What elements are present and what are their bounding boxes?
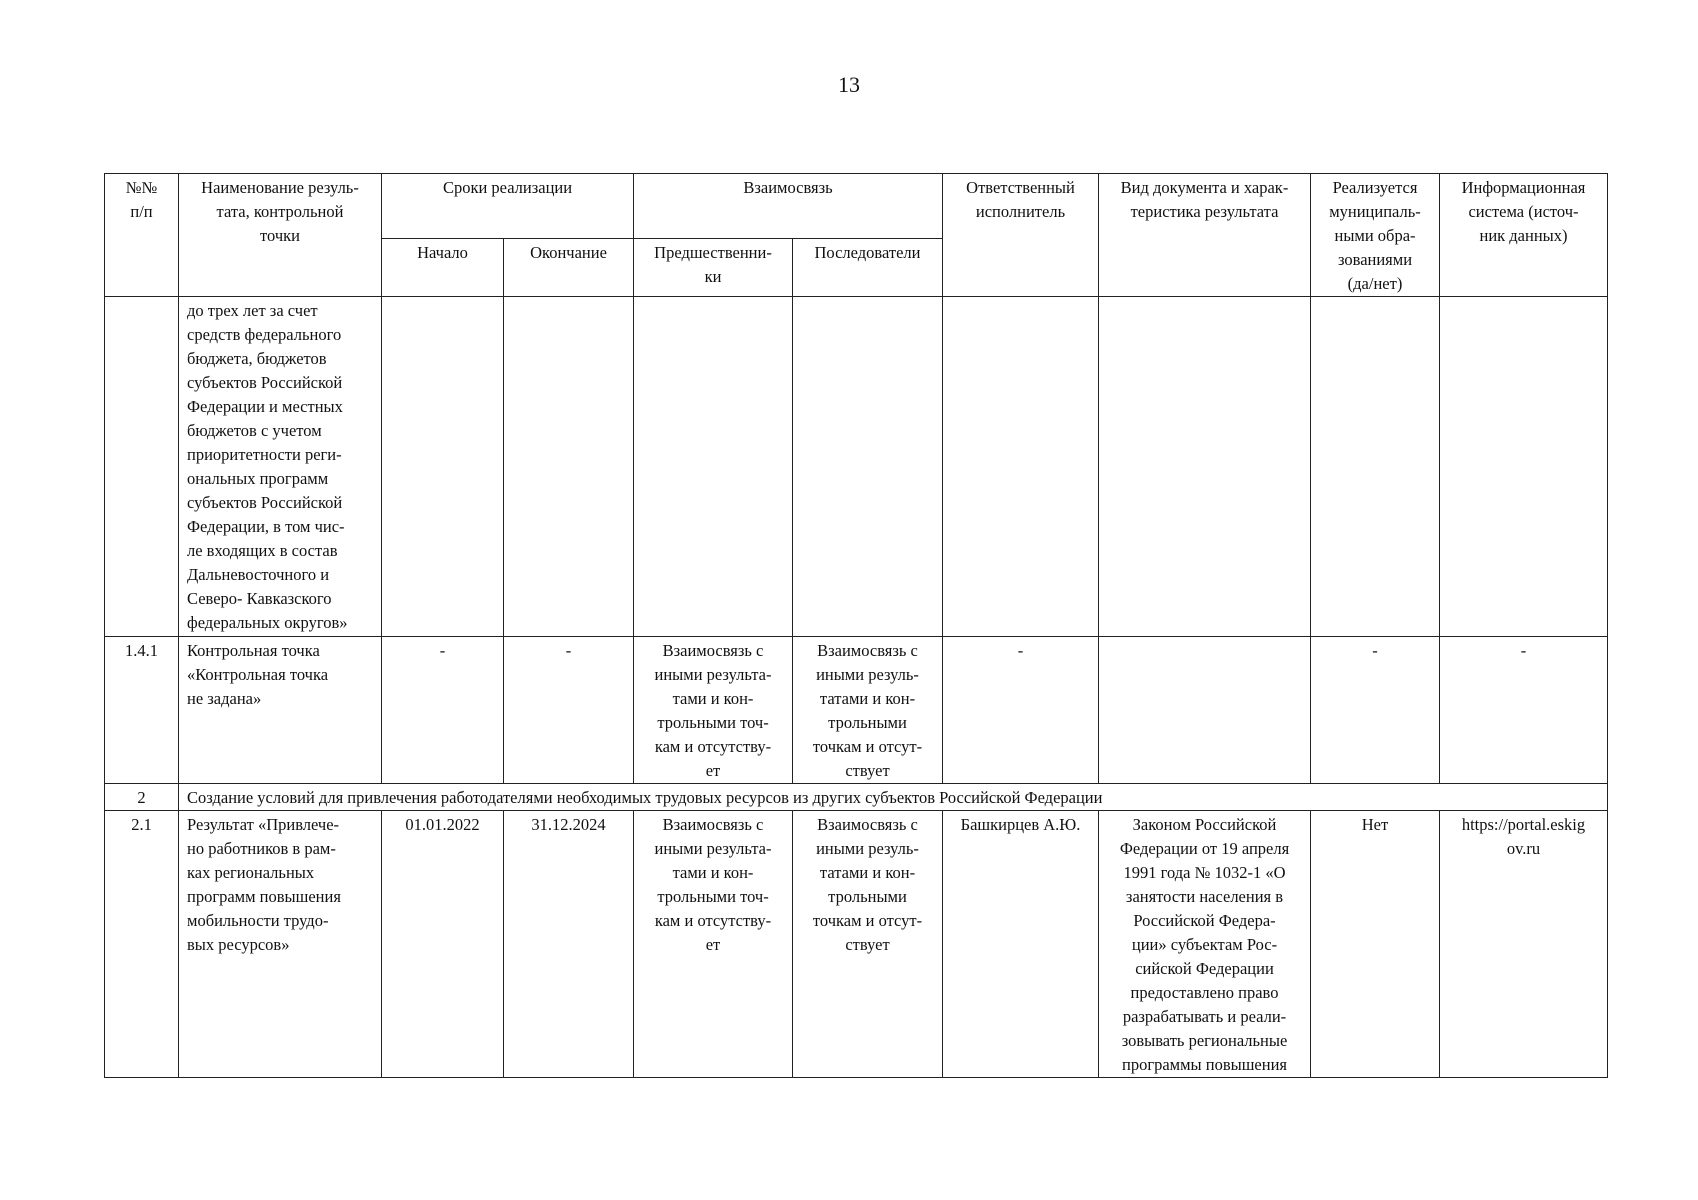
cell-municipal: Нет — [1311, 811, 1440, 1078]
cell-start: 01.01.2022 — [382, 811, 504, 1078]
cell-successors — [793, 297, 943, 637]
cell-executor: Башкирцев А.Ю. — [943, 811, 1099, 1078]
cell-info-system: https://portal.eskig ov.ru — [1440, 811, 1608, 1078]
cell-end: 31.12.2024 — [504, 811, 634, 1078]
header-num: №№ п/п — [105, 174, 179, 297]
cell-predecessors: Взаимосвязь с иными результа- тами и кон- трольными точ- кам и отсутству- ет — [634, 637, 793, 784]
header-relation: Взаимосвязь — [634, 174, 943, 239]
cell-executor: - — [943, 637, 1099, 784]
header-info-system: Информационная система (источ- ник данных) — [1440, 174, 1608, 297]
cell-num: 2 — [105, 784, 179, 811]
cell-successors: Взаимосвязь с иными резуль- татами и кон- трольными точкам и отсут- ствует — [793, 637, 943, 784]
cell-municipal — [1311, 297, 1440, 637]
cell-num: 1.4.1 — [105, 637, 179, 784]
header-doc-type: Вид документа и харак- теристика результата — [1099, 174, 1311, 297]
header-successors: Последователи — [793, 238, 943, 296]
header-municipal: Реализуется муниципаль- ными обра- зованиями (да/нет) — [1311, 174, 1440, 297]
header-start: Начало — [382, 238, 504, 296]
section-row — [105, 784, 1608, 811]
section-title: Создание условий для привлечения работодателями необходимых трудовых ресурсов из других субъектов Российской Федерации — [179, 784, 1608, 811]
cell-start: - — [382, 637, 504, 784]
cell-start — [382, 297, 504, 637]
cell-predecessors: Взаимосвязь с иными результа- тами и кон- трольными точ- кам и отсутству- ет — [634, 811, 793, 1078]
table-row — [105, 297, 1608, 637]
cell-end: - — [504, 637, 634, 784]
header-executor: Ответственный исполнитель — [943, 174, 1099, 297]
cell-name: Результат «Привлече- но работников в рам- ках региональных программ повышения мобильности трудо- вых ресурсов» — [179, 811, 382, 1078]
cell-doc-type — [1099, 297, 1311, 637]
header-end: Окончание — [504, 238, 634, 296]
header-name: Наименование резуль- тата, контрольной точки — [179, 174, 382, 297]
table-row — [105, 811, 1608, 1078]
cell-info-system — [1440, 297, 1608, 637]
cell-doc-type — [1099, 637, 1311, 784]
cell-info-system: - — [1440, 637, 1608, 784]
cell-name: до трех лет за счет средств федерального бюджета, бюджетов субъектов Российской Федерации и местных бюджетов с учетом приоритетности реги- ональных программ субъектов Российской Федерации, в том чис- ле входящих в состав Дальневосточного и Северо- Кавказского федеральных округов» — [179, 297, 382, 637]
cell-successors: Взаимосвязь с иными резуль- татами и кон- трольными точкам и отсут- ствует — [793, 811, 943, 1078]
cell-num: 2.1 — [105, 811, 179, 1078]
cell-municipal: - — [1311, 637, 1440, 784]
results-table — [104, 173, 1608, 1078]
header-timing: Сроки реализации — [382, 174, 634, 239]
page-number: 13 — [838, 72, 860, 97]
cell-name: Контрольная точка «Контрольная точка не задана» — [179, 637, 382, 784]
header-predecessors: Предшественни- ки — [634, 238, 793, 296]
table-row — [105, 637, 1608, 784]
cell-executor — [943, 297, 1099, 637]
cell-doc-type: Законом Российской Федерации от 19 апреля 1991 года № 1032-1 «О занятости населения в Российской Федера- ции» субъектам Рос- сийской Федерации предоставлено право разрабатывать и реали- зовывать региональные программы повышения — [1099, 811, 1311, 1078]
cell-end — [504, 297, 634, 637]
cell-num — [105, 297, 179, 637]
cell-predecessors — [634, 297, 793, 637]
